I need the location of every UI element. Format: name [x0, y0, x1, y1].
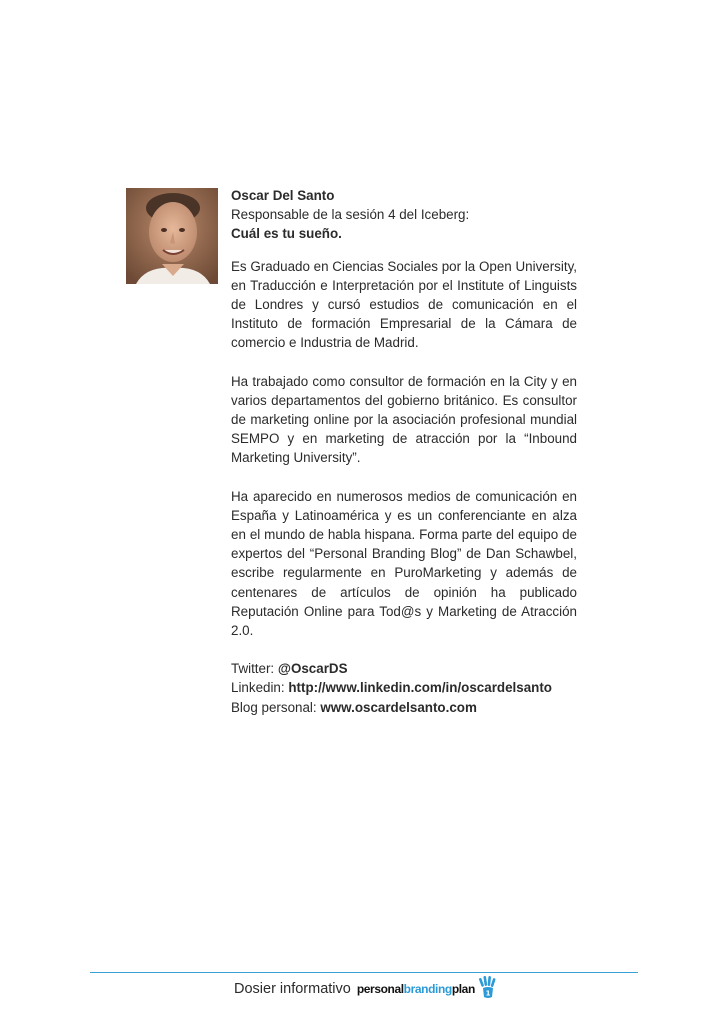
- author-photo: [126, 188, 218, 284]
- twitter-handle[interactable]: @OscarDS: [277, 661, 348, 677]
- footer-label: Dosier informativo: [234, 981, 351, 997]
- brand-part-plan: plan: [451, 982, 475, 996]
- brand-logo: [357, 982, 475, 996]
- blog-label: Blog personal:: [231, 699, 317, 715]
- hand-logo-icon: [478, 975, 498, 1004]
- bio-paragraph-2: Ha trabajado como consultor de formación en la City y en varios departamentos del gobierno británico. Es consultor de marketing online por la asociación profesional mundial SEMPO y en marketing de atracción por la “Inbound Marketing University”.: [231, 373, 577, 466]
- author-name: Oscar Del Santo: [231, 188, 335, 203]
- bio-paragraph-1: Es Graduado en Ciencias Sociales por la Open University, en Traducción e Interpretación por el Institute of Linguists de Londres y cursó estudios de comunicación en el Instituto de formación Empresarial de la Cámara de comercio e Industria de Madrid.: [231, 258, 577, 351]
- twitter-label: Twitter:: [231, 661, 275, 677]
- page-footer: [234, 977, 498, 1001]
- svg-text:1: 1: [485, 989, 491, 997]
- author-header: [231, 186, 577, 244]
- blog-line: [231, 698, 577, 717]
- linkedin-link[interactable]: http://www.linkedin.com/in/oscardelsanto: [288, 680, 552, 696]
- contact-links: [231, 659, 577, 717]
- twitter-line: [231, 659, 577, 678]
- bio-paragraph-3: Ha aparecido en numerosos medios de comunicación en España y Latinoamérica y es un conferenciante en alza en el mundo de habla hispana. Forma parte del equipo de expertos del “Personal Branding Blog” de Dan Schawbel, escribe regularmente en PuroMarketing y además de centenares de artículos de opinión ha publicado Reputación Online para Tod@s y Marketing de Atracción 2.0.: [231, 488, 577, 639]
- session-topic: Cuál es tu sueño.: [231, 226, 342, 242]
- footer-divider: [90, 972, 638, 973]
- brand-part-branding: branding: [403, 982, 452, 996]
- bio-content: [231, 186, 577, 717]
- blog-link[interactable]: www.oscardelsanto.com: [320, 699, 477, 715]
- author-role: Responsable de la sesión 4 del Iceberg:: [231, 207, 470, 223]
- brand-part-personal: personal: [356, 982, 404, 996]
- linkedin-line: [231, 678, 577, 697]
- linkedin-label: Linkedin:: [231, 680, 285, 696]
